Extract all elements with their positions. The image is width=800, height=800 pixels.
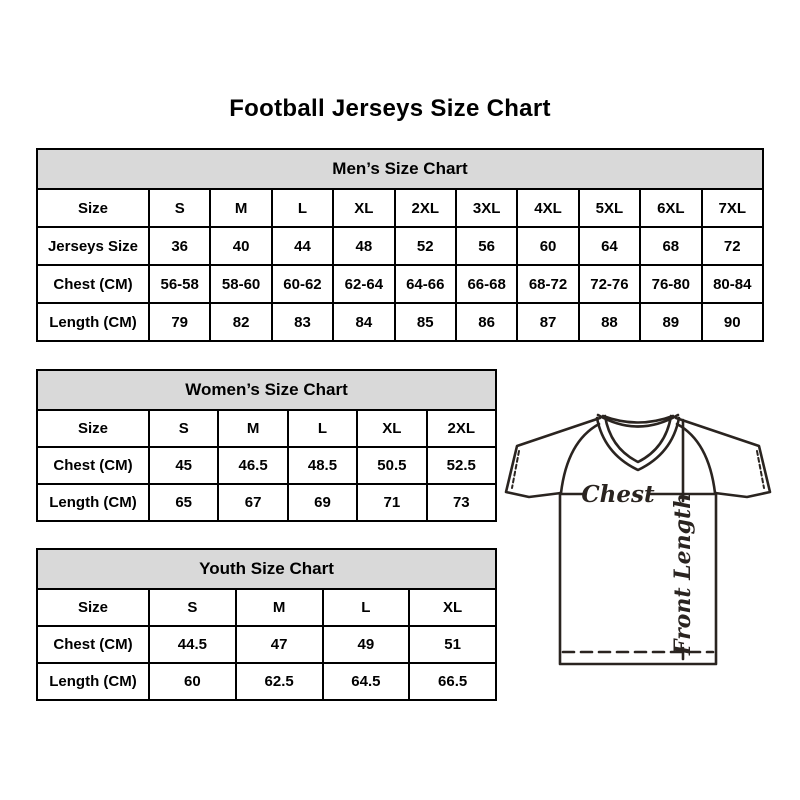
table-title-row <box>37 549 496 589</box>
table-cell: 56 <box>456 227 517 265</box>
column-header-cell: L <box>323 589 410 626</box>
table-cell: 66-68 <box>456 265 517 303</box>
table-cell: 86 <box>456 303 517 341</box>
table-row <box>37 626 496 663</box>
table-cell: 62-64 <box>333 265 394 303</box>
table-row <box>37 589 496 626</box>
jersey-diagram-svg <box>503 402 775 694</box>
table-cell: 66.5 <box>409 663 496 700</box>
row-header-cell: Chest (CM) <box>37 626 149 663</box>
column-header-cell: M <box>236 589 323 626</box>
table-cell: 50.5 <box>357 447 426 484</box>
table-cell: 65 <box>149 484 218 521</box>
jersey-collar-arc-outer <box>598 415 678 427</box>
table-cell: 46.5 <box>218 447 287 484</box>
table-cell: 64-66 <box>395 265 456 303</box>
column-header-cell: 5XL <box>579 189 640 227</box>
table-row <box>37 447 496 484</box>
table-title: Women’s Size Chart <box>37 370 496 410</box>
youth-size-table <box>36 548 497 701</box>
table-cell: 88 <box>579 303 640 341</box>
column-header-cell: S <box>149 410 218 447</box>
table-row <box>37 484 496 521</box>
table-cell: 48 <box>333 227 394 265</box>
table-cell: 79 <box>149 303 210 341</box>
table-cell: 62.5 <box>236 663 323 700</box>
table-cell: 47 <box>236 626 323 663</box>
chest-label: Chest <box>581 481 655 508</box>
table-title-row <box>37 149 763 189</box>
column-header-cell: Size <box>37 589 149 626</box>
column-header-cell: XL <box>333 189 394 227</box>
row-header-cell: Length (CM) <box>37 303 149 341</box>
table-cell: 71 <box>357 484 426 521</box>
table-cell: 80-84 <box>702 265 763 303</box>
jersey-measurement-diagram <box>503 402 775 694</box>
column-header-cell: Size <box>37 410 149 447</box>
column-header-cell: L <box>272 189 333 227</box>
column-header-cell: Size <box>37 189 149 227</box>
table-cell: 45 <box>149 447 218 484</box>
table-cell: 85 <box>395 303 456 341</box>
column-header-cell: 2XL <box>395 189 456 227</box>
table-cell: 60-62 <box>272 265 333 303</box>
table-cell: 52 <box>395 227 456 265</box>
column-header-cell: 7XL <box>702 189 763 227</box>
column-header-cell: XL <box>357 410 426 447</box>
column-header-cell: 3XL <box>456 189 517 227</box>
table-cell: 68 <box>640 227 701 265</box>
table-title-row <box>37 370 496 410</box>
womens-size-table <box>36 369 497 522</box>
row-header-cell: Length (CM) <box>37 663 149 700</box>
table-row <box>37 410 496 447</box>
table-cell: 83 <box>272 303 333 341</box>
column-header-cell: M <box>218 410 287 447</box>
table-cell: 76-80 <box>640 265 701 303</box>
table-cell: 84 <box>333 303 394 341</box>
row-header-cell: Length (CM) <box>37 484 149 521</box>
page-title: Football Jerseys Size Chart <box>229 95 551 122</box>
row-header-cell: Chest (CM) <box>37 265 149 303</box>
column-header-cell: 6XL <box>640 189 701 227</box>
table-cell: 68-72 <box>517 265 578 303</box>
table-cell: 52.5 <box>427 447 496 484</box>
table-cell: 67 <box>218 484 287 521</box>
table-row <box>37 227 763 265</box>
table-cell: 72-76 <box>579 265 640 303</box>
column-header-cell: 4XL <box>517 189 578 227</box>
table-title: Men’s Size Chart <box>37 149 763 189</box>
table-cell: 56-58 <box>149 265 210 303</box>
table-cell: 44 <box>272 227 333 265</box>
table-cell: 60 <box>149 663 236 700</box>
mens-size-table <box>36 148 764 342</box>
jersey-right-sleeve <box>676 418 770 497</box>
table-cell: 51 <box>409 626 496 663</box>
front-length-label: Front Length <box>670 492 696 656</box>
column-header-cell: S <box>149 189 210 227</box>
table-cell: 72 <box>702 227 763 265</box>
table-cell: 44.5 <box>149 626 236 663</box>
table-cell: 48.5 <box>288 447 357 484</box>
table-row <box>37 663 496 700</box>
column-header-cell: 2XL <box>427 410 496 447</box>
column-header-cell: L <box>288 410 357 447</box>
table-cell: 82 <box>210 303 271 341</box>
table-title: Youth Size Chart <box>37 549 496 589</box>
table-cell: 40 <box>210 227 271 265</box>
table-cell: 89 <box>640 303 701 341</box>
table-cell: 90 <box>702 303 763 341</box>
table-cell: 64 <box>579 227 640 265</box>
row-header-cell: Jerseys Size <box>37 227 149 265</box>
table-cell: 87 <box>517 303 578 341</box>
table-cell: 73 <box>427 484 496 521</box>
table-cell: 58-60 <box>210 265 271 303</box>
table-cell: 60 <box>517 227 578 265</box>
table-row <box>37 189 763 227</box>
row-header-cell: Chest (CM) <box>37 447 149 484</box>
column-header-cell: S <box>149 589 236 626</box>
table-row <box>37 265 763 303</box>
table-cell: 64.5 <box>323 663 410 700</box>
table-row <box>37 303 763 341</box>
table-cell: 49 <box>323 626 410 663</box>
table-cell: 69 <box>288 484 357 521</box>
table-cell: 36 <box>149 227 210 265</box>
column-header-cell: M <box>210 189 271 227</box>
column-header-cell: XL <box>409 589 496 626</box>
